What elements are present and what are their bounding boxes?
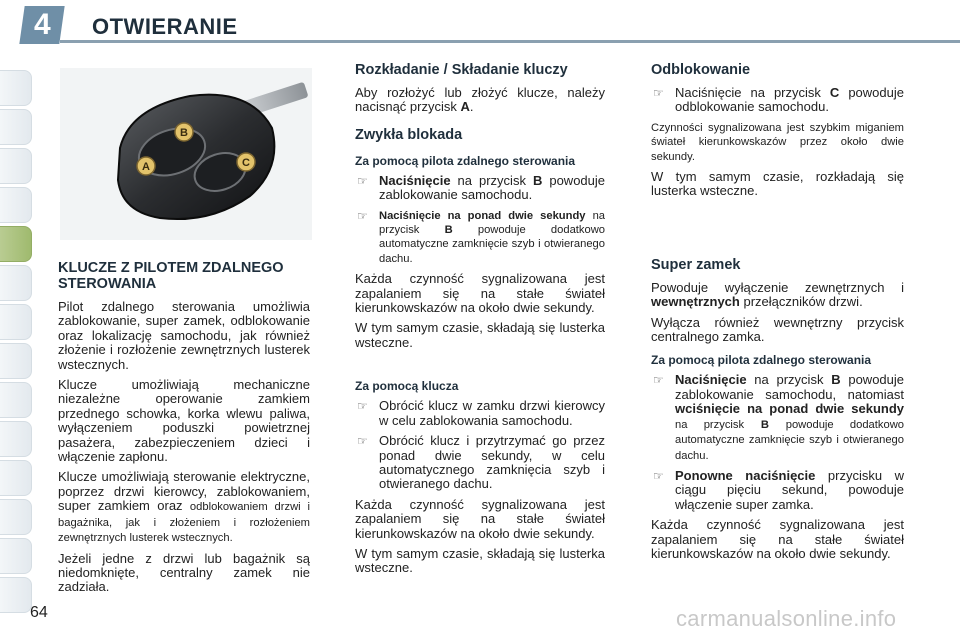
- list-item: ☞ Naciśnięcie na przycisk B powoduje zablokowanie samochodu, natomiast wciśnięcie na ponad dwie sekundy na przycisk B powoduje dodatkowo automatyczne zamknięcie szyb i otwieranego dachu.: [653, 372, 904, 462]
- chapter-tab[interactable]: [0, 499, 32, 535]
- chapter-tab[interactable]: [0, 109, 32, 145]
- chapter-tab[interactable]: [0, 148, 32, 184]
- paragraph: W tym samym czasie, składają się lusterka wsteczne.: [355, 320, 605, 350]
- watermark: carmanualsonline.info: [676, 606, 897, 631]
- chapter-tab[interactable]: [0, 70, 32, 106]
- remote-key-icon: [60, 68, 312, 240]
- button-label-c: C: [242, 157, 250, 169]
- pointing-finger-icon: ☞: [357, 399, 368, 414]
- chapter-tab[interactable]: [0, 538, 32, 574]
- paragraph: Każda czynność sygnalizowana jest zapalaniem się na stałe świateł kierunkowskazów na około dwie sekundy.: [355, 496, 605, 541]
- section-heading-lock: Zwykła blokada: [355, 126, 463, 143]
- list-item: ☞ Obrócić klucz i przytrzymać go przez ponad dwie sekundy, w celu automatycznego zamknięcia szyb i otwieranego dachu.: [357, 433, 605, 492]
- paragraph: Klucze umożliwiają sterowanie elektryczne, poprzez drzwi kierowcy, zablokowaniem, super zamkiem oraz odblokowaniem drzwi i bagażnika, jak i złożeniem i rozłożeniem zewnętrznych lusterek wstecznych.: [58, 469, 310, 545]
- pointing-finger-icon: ☞: [653, 468, 664, 483]
- paragraph: Powoduje wyłączenie zewnętrznych i wewnętrznych przełączników drzwi.: [651, 279, 904, 310]
- list-item: ☞ Obrócić klucz w zamku drzwi kierowcy w celu zablokowania samochodu.: [357, 398, 605, 428]
- button-label-b: B: [180, 127, 188, 139]
- page-number: 64: [30, 604, 48, 621]
- list-item: ☞ Naciśnięcie na ponad dwie sekundy na przycisk B powoduje dodatkowo automatyczne zamknięcie szyb i otwieranego dachu.: [357, 208, 606, 265]
- pointing-finger-icon: ☞: [653, 86, 664, 100]
- pointing-finger-icon: ☞: [653, 373, 664, 388]
- paragraph: Pilot zdalnego sterowania umożliwia zablokowanie, super zamek, odblokowanie oraz lokalizację samochodu, jak również złożenie i rozłożenie zewnętrznych lusterek wstecznych.: [58, 299, 310, 372]
- pointing-finger-icon: ☞: [357, 173, 368, 188]
- section-heading-superlock: Super zamek: [651, 256, 741, 273]
- chapter-tabs: [0, 70, 32, 616]
- paragraph: Każda czynność sygnalizowana jest zapalaniem się na stałe świateł kierunkowskazów na około dwie sekundy.: [651, 517, 904, 561]
- button-label-a: A: [142, 161, 150, 173]
- page-title: OTWIERANIE: [92, 14, 238, 39]
- left-column: [58, 260, 310, 601]
- section-heading-unfold: Rozkładanie / Składanie kluczy: [355, 62, 568, 78]
- paragraph: Czynności sygnalizowana jest szybkim miganiem świateł kierunkowskazów przez około dwie sekundy.: [651, 121, 904, 163]
- chapter-tab[interactable]: [0, 304, 32, 340]
- list-item: ☞ Naciśnięcie na przycisk C powoduje odblokowanie samochodu.: [653, 85, 904, 115]
- paragraph: Klucze umożliwiają mechaniczne niezależne operowanie zamkiem przednego schowka, korka wlewu paliwa, wyłączeniem poduszki powietrznej pasażera, zabezpieczeniem dzieci i włączenie zapłonu.: [58, 377, 310, 465]
- list-item: ☞ Ponowne naciśnięcie przycisku w ciągu pięciu sekund, powoduje włączenie super zamka.: [653, 467, 904, 512]
- section-heading-keys: KLUCZE Z PILOTEM ZDALNEGO STEROWANIA: [58, 260, 284, 292]
- section-heading-unlock: Odblokowanie: [651, 62, 751, 78]
- paragraph: Każda czynność sygnalizowana jest zapalaniem się na stałe świateł kierunkowskazów na około dwie sekundy.: [355, 271, 605, 316]
- subheading-remote: Za pomocą pilota zdalnego sterowania: [355, 153, 576, 168]
- subheading-remote: Za pomocą pilota zdalnego sterowania: [651, 353, 872, 368]
- chapter-tab[interactable]: [0, 343, 32, 379]
- chapter-number: 4: [33, 8, 51, 41]
- header-bar: [0, 0, 960, 46]
- middle-column: [355, 62, 605, 582]
- paragraph: W tym samym czasie, rozkładają się lusterka wsteczne.: [651, 169, 904, 199]
- chapter-tab[interactable]: [0, 421, 32, 457]
- list-item: ☞ Naciśnięcie na przycisk B powoduje zablokowanie samochodu.: [357, 172, 605, 203]
- chapter-tab[interactable]: [0, 460, 32, 496]
- remote-key-illustration: [60, 68, 312, 240]
- chapter-tab[interactable]: [0, 187, 32, 223]
- chapter-tab[interactable]: [0, 265, 32, 301]
- chapter-badge: [19, 6, 64, 44]
- chapter-tab[interactable]: [0, 382, 32, 418]
- subheading-key: Za pomocą klucza: [355, 379, 459, 394]
- pointing-finger-icon: ☞: [357, 434, 368, 449]
- chapter-tab-active[interactable]: [0, 226, 32, 262]
- paragraph: Aby rozłożyć lub złożyć klucze, należy nacisnąć przycisk A.: [355, 85, 605, 115]
- header-rule: [60, 40, 960, 43]
- chapter-tab[interactable]: [0, 577, 32, 613]
- paragraph: Wyłącza również wewnętrzny przycisk centralnego zamka.: [651, 314, 904, 345]
- paragraph: W tym samym czasie, składają się lusterka wsteczne.: [355, 545, 605, 576]
- pointing-finger-icon: ☞: [357, 208, 368, 223]
- right-column: [651, 62, 904, 567]
- paragraph: Jeżeli jedne z drzwi lub bagażnik są niedomknięte, centralny zamek nie zadziała.: [58, 550, 310, 595]
